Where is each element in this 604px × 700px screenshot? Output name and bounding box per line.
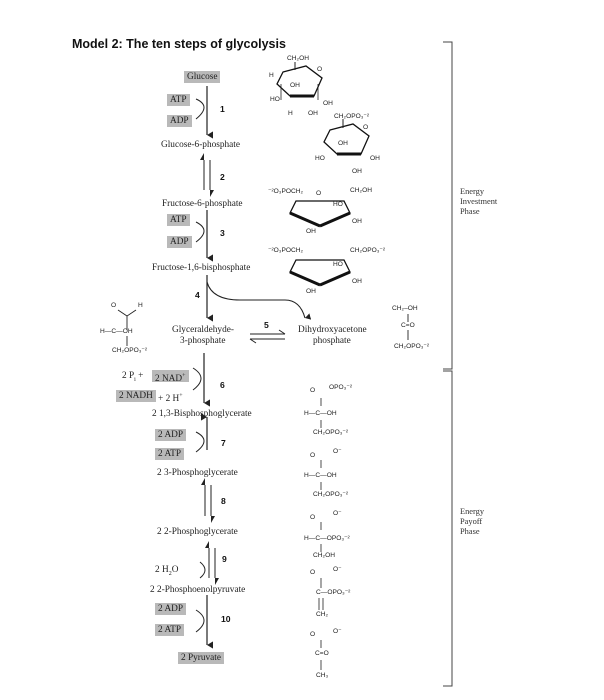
pg3-o: O — [310, 452, 316, 459]
glucose-oh-2: OH — [323, 100, 333, 107]
step-number: 2 — [220, 172, 225, 182]
f6p-oh-2: OH — [352, 218, 362, 225]
glucose-6-phosphate-label: Glucose-6-phosphate — [161, 140, 241, 150]
glucose-h-2: H — [288, 110, 293, 117]
dihydroxyacetone-label: Dihydroxyacetone — [298, 325, 367, 335]
step-number: 4 — [195, 290, 200, 300]
g6p-ho: HO — [315, 155, 325, 162]
step-number: 7 — [221, 438, 226, 448]
f6p-ch2oh: CH₂OH — [350, 187, 372, 194]
phosphate-nad-line: 2 $P_i$ + — [122, 371, 144, 383]
glucose-h: H — [269, 72, 274, 79]
dhap-ch2opo3: CH₂OPO₃⁻² — [394, 343, 430, 350]
f6p-opoch2: ⁻²O₃POCH₂ — [268, 188, 304, 195]
pg2-ch2oh: CH₂OH — [313, 552, 335, 559]
gap-o: O — [111, 302, 117, 309]
pg2-o: O — [310, 514, 316, 521]
bpg-ch2opo3: CH₂OPO₃⁻² — [313, 429, 349, 436]
glucose-ring-o: O — [317, 66, 323, 73]
g6p-oh-2: OH — [370, 155, 380, 162]
bpg-h-c-oh: H—C—OH — [304, 410, 337, 417]
pg3-ch2opo3: CH₂OPO₃⁻² — [313, 491, 349, 498]
investment-phase-label: Energy Investment Phase — [460, 187, 498, 216]
pg3-o-minus: O⁻ — [333, 448, 342, 455]
fructose-6-phosphate-label: Fructose-6-phosphate — [162, 199, 243, 209]
phosphoenolpyruvate-label: 2 2-Phosphoenolpyruvate — [150, 585, 246, 595]
step-number: 8 — [221, 496, 226, 506]
f16bp-ho: HO — [333, 261, 343, 268]
pep-ch2: CH₂ — [316, 611, 329, 618]
glyceraldehyde-label-2: 3-phosphate — [180, 336, 226, 346]
3-phosphoglycerate-label: 2 3-Phosphoglycerate — [157, 468, 238, 478]
atp-step1: ATP — [167, 94, 190, 106]
glucose-label: Glucose — [184, 71, 220, 83]
f16bp-oh-2: OH — [352, 278, 362, 285]
f16bp-oh: OH — [306, 288, 316, 295]
water-label: 2 $H_2O$ — [155, 565, 179, 577]
f16bp-ch2opo3: CH₂OPO₃⁻² — [350, 247, 386, 254]
pep-o-minus: O⁻ — [333, 566, 342, 573]
f6p-ho: HO — [333, 201, 343, 208]
nad-box: 2 NAD+ — [152, 370, 189, 382]
step-number: 3 — [220, 228, 225, 238]
bisphosphoglycerate-label: 2 1,3-Bisphosphoglycerate — [152, 409, 252, 419]
glyceraldehyde-label: Glyceraldehyde- — [172, 325, 234, 335]
step-number: 6 — [220, 380, 225, 390]
pg2-o-minus: O⁻ — [333, 510, 342, 517]
gap-h-c-oh: H—C—OH — [100, 328, 133, 335]
step-number: 9 — [222, 554, 227, 564]
pep-o: O — [310, 569, 316, 576]
gap-ch2opo3: CH₂OPO₃⁻² — [112, 347, 148, 354]
gap-h: H — [138, 302, 143, 309]
nadh-box: 2 NADH — [116, 390, 156, 402]
step-number: 1 — [220, 104, 225, 114]
h-plus-label: + 2 H+ — [158, 393, 183, 405]
adp-step10: 2 ADP — [155, 603, 186, 615]
bpg-o: O — [310, 387, 316, 394]
pyruvate-ch3: CH₃ — [316, 672, 329, 679]
page-title: Model 2: The ten steps of glycolysis — [72, 37, 286, 51]
adp-step3: ADP — [167, 236, 192, 248]
pyruvate-o-minus: O⁻ — [333, 628, 342, 635]
g6p-oh: OH — [338, 140, 348, 147]
atp-step3: ATP — [167, 214, 190, 226]
pyruvate-o: O — [310, 631, 316, 638]
pyruvate-c-eq-o: C=O — [315, 650, 329, 657]
dhap-ch2-oh: CH₂–OH — [392, 305, 418, 312]
adp-step7: 2 ADP — [155, 429, 186, 441]
dihydroxyacetone-label-2: phosphate — [313, 336, 351, 346]
atp-step10: 2 ATP — [155, 624, 184, 636]
step-number: 5 — [264, 320, 269, 330]
pep-c-opo3: C—OPO₃⁻² — [316, 589, 351, 596]
f6p-ring-o: O — [316, 190, 322, 197]
payoff-phase-label: Energy Payoff Phase — [460, 507, 485, 536]
g6p-oh-3: OH — [352, 168, 362, 175]
pg3-h-c-oh: H—C—OH — [304, 472, 337, 479]
step-number: 10 — [221, 614, 231, 624]
fructose-bisphosphate-label: Fructose-1,6-bisphosphate — [152, 263, 251, 273]
glucose-ch2oh: CH₂OH — [287, 55, 309, 62]
pyruvate-label: 2 Pyruvate — [178, 652, 224, 664]
adp-step1: ADP — [167, 115, 192, 127]
glucose-oh: OH — [290, 82, 300, 89]
g6p-ring-o: O — [363, 124, 369, 131]
f16bp-opoch2: ⁻²O₃POCH₂ — [268, 247, 304, 254]
glucose-ho: HO — [270, 96, 280, 103]
bpg-opo3: OPO₃⁻² — [329, 384, 353, 391]
2-phosphoglycerate-label: 2 2-Phosphoglycerate — [157, 527, 238, 537]
glucose-oh-3: OH — [308, 110, 318, 117]
atp-step7: 2 ATP — [155, 448, 184, 460]
g6p-ch2opo3: CH₂OPO₃⁻² — [334, 113, 370, 120]
f6p-oh: OH — [306, 228, 316, 235]
pg2-h-c-opo3: H—C—OPO₃⁻² — [304, 535, 350, 542]
dhap-c-eq-o: C=O — [401, 322, 415, 329]
